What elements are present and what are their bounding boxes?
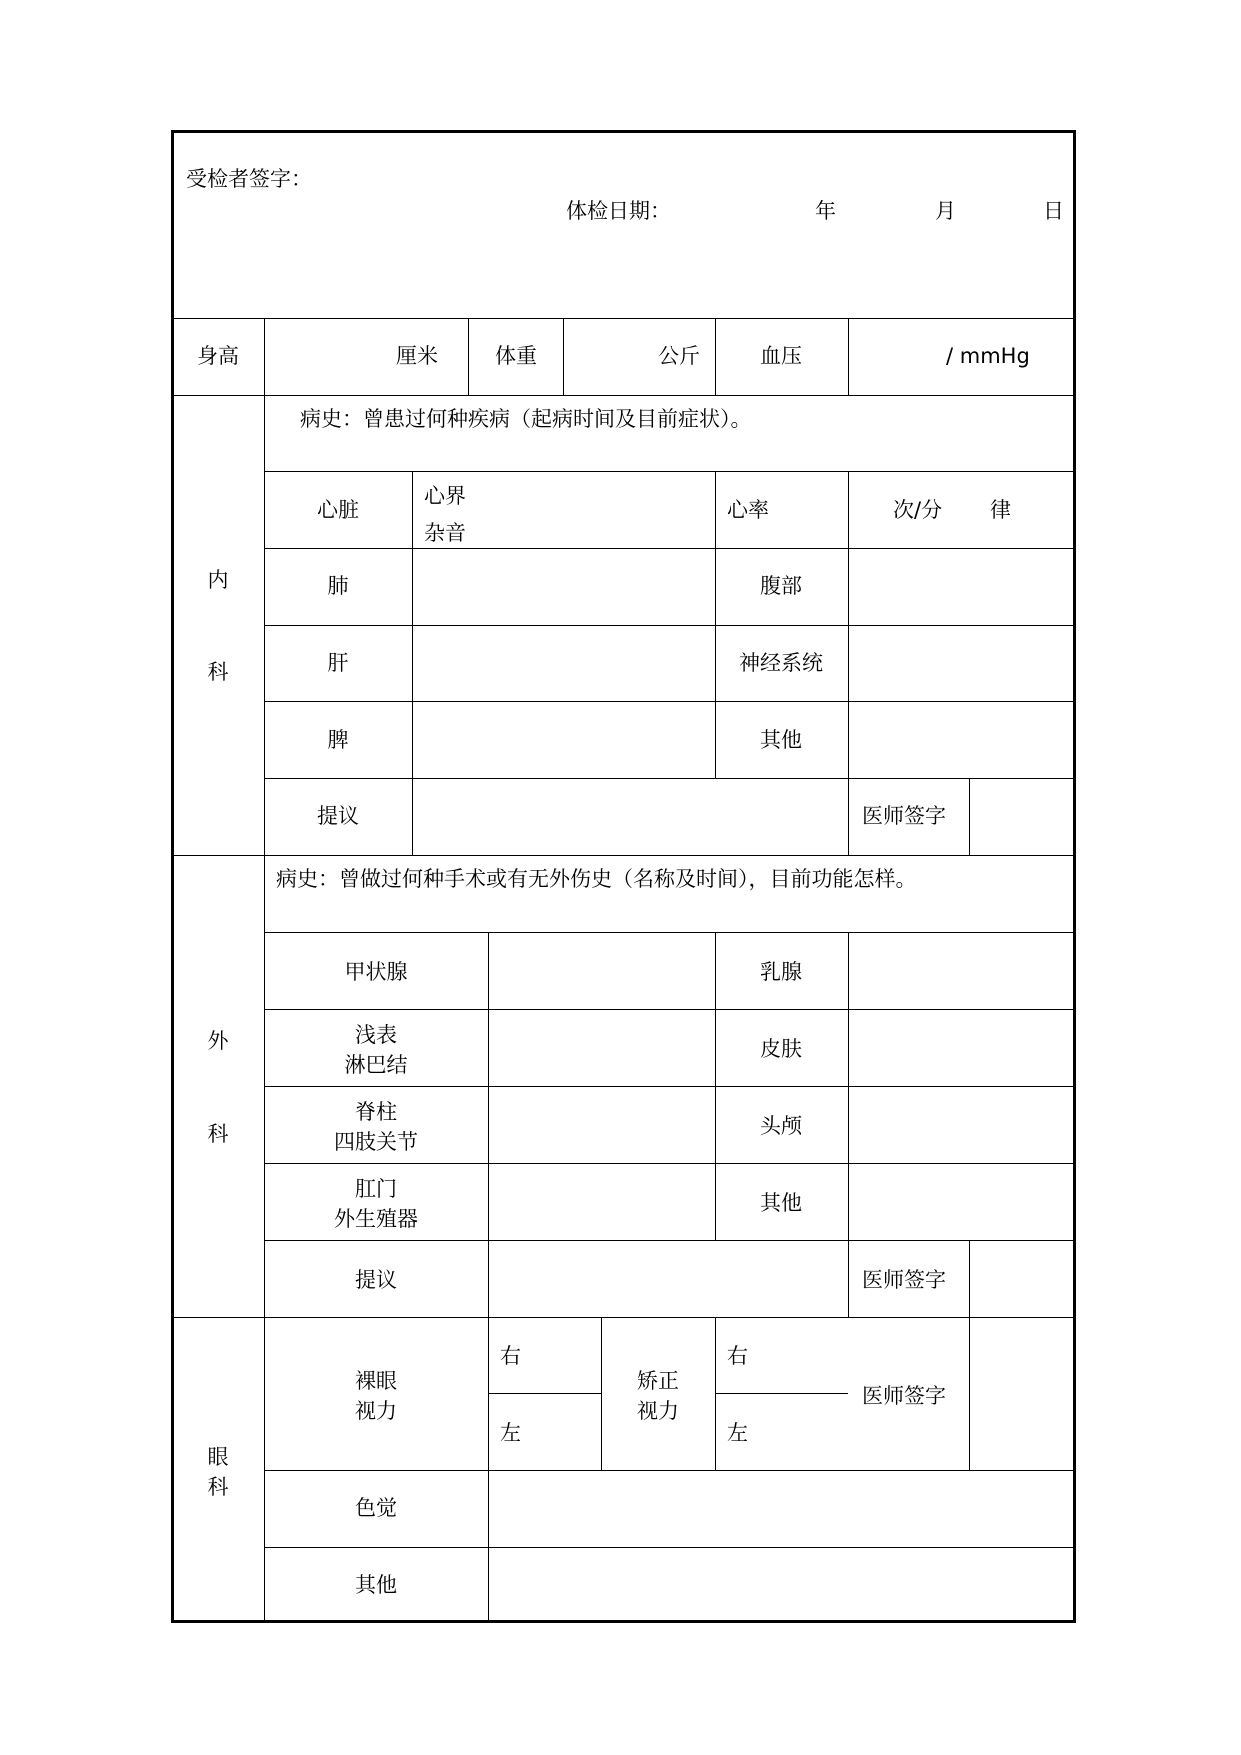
row-divider bbox=[264, 1086, 1076, 1087]
eye-section-label: 科 bbox=[207, 1475, 229, 1499]
weight-unit: 公斤 bbox=[658, 344, 700, 368]
date-day: 日 bbox=[1043, 199, 1064, 223]
col-divider bbox=[715, 471, 716, 778]
blood-pressure-label: 血压 bbox=[760, 344, 802, 368]
row-divider bbox=[264, 1470, 1076, 1471]
eye-other-label: 其他 bbox=[355, 1573, 397, 1597]
surgery-advice-label: 提议 bbox=[355, 1268, 397, 1292]
color-vision-label: 色觉 bbox=[355, 1496, 397, 1520]
heart-rate-unit: 次/分 bbox=[893, 498, 943, 522]
liver-label: 肝 bbox=[327, 651, 349, 675]
heart-border-label: 心界 bbox=[424, 484, 466, 508]
surgery-section-label: 科 bbox=[207, 1122, 229, 1146]
internal-advice-label: 提议 bbox=[317, 804, 359, 828]
blood-pressure-unit: / mmHg bbox=[946, 344, 1030, 368]
naked-right-label: 右 bbox=[500, 1344, 521, 1368]
col-divider bbox=[468, 318, 469, 395]
row-divider bbox=[171, 318, 1076, 319]
heart-label: 心脏 bbox=[317, 498, 359, 522]
lymph-label-1: 浅表 bbox=[355, 1023, 397, 1047]
internal-section-label: 科 bbox=[207, 660, 229, 684]
heart-murmur-label: 杂音 bbox=[424, 521, 466, 545]
internal-section-label: 内 bbox=[207, 568, 229, 592]
col-divider bbox=[848, 471, 849, 778]
row-divider bbox=[488, 1393, 601, 1394]
corrected-right-label: 右 bbox=[727, 1344, 748, 1368]
naked-vision-label-2: 视力 bbox=[355, 1399, 397, 1423]
row-divider bbox=[171, 1317, 1076, 1318]
rhythm-label: 律 bbox=[990, 498, 1011, 522]
col-divider bbox=[969, 1240, 970, 1470]
spleen-label: 脾 bbox=[327, 728, 349, 752]
examinee-signature-label: 受检者签字： bbox=[186, 167, 312, 191]
col-divider bbox=[563, 318, 564, 395]
lung-label: 肺 bbox=[327, 574, 349, 598]
row-divider bbox=[264, 701, 1076, 702]
weight-label: 体重 bbox=[495, 344, 537, 368]
col-divider bbox=[715, 1317, 716, 1470]
surgery-other-label: 其他 bbox=[760, 1191, 802, 1215]
row-divider bbox=[264, 1163, 1076, 1164]
eye-section-label: 眼 bbox=[207, 1445, 229, 1469]
exam-date-label: 体检日期： bbox=[566, 199, 671, 223]
col-divider bbox=[601, 1317, 602, 1470]
head-label: 头颅 bbox=[760, 1114, 802, 1138]
row-divider bbox=[715, 1393, 848, 1394]
eye-doctor-sign-label: 医师签字 bbox=[862, 1384, 946, 1408]
nervous-system-label: 神经系统 bbox=[739, 651, 823, 675]
breast-label: 乳腺 bbox=[760, 960, 802, 984]
corrected-vision-label-2: 视力 bbox=[637, 1399, 679, 1423]
surgery-section-label: 外 bbox=[207, 1029, 229, 1053]
thyroid-label: 甲状腺 bbox=[344, 960, 408, 984]
row-divider bbox=[264, 1009, 1076, 1010]
row-divider bbox=[264, 932, 1076, 933]
col-divider bbox=[715, 318, 716, 395]
naked-left-label: 左 bbox=[500, 1421, 521, 1445]
col-divider bbox=[488, 932, 489, 1623]
col-divider bbox=[264, 318, 265, 1623]
abdomen-label: 腹部 bbox=[760, 574, 802, 598]
corrected-vision-label-1: 矫正 bbox=[637, 1369, 679, 1393]
row-divider bbox=[171, 395, 1076, 396]
row-divider bbox=[264, 1240, 1076, 1241]
corrected-left-label: 左 bbox=[727, 1421, 748, 1445]
height-unit: 厘米 bbox=[396, 344, 438, 368]
surgery-doctor-sign-label: 医师签字 bbox=[862, 1268, 946, 1292]
row-divider bbox=[264, 548, 1076, 549]
lymph-label-2: 淋巴结 bbox=[344, 1053, 408, 1077]
internal-doctor-sign-label: 医师签字 bbox=[862, 804, 946, 828]
anus-label-2: 外生殖器 bbox=[334, 1207, 418, 1231]
surgery-history: 病史：曾做过何种手术或有无外伤史（名称及时间），目前功能怎样。 bbox=[276, 867, 917, 891]
row-divider bbox=[264, 471, 1076, 472]
internal-history: 病史：曾患过何种疾病（起病时间及目前症状）。 bbox=[300, 407, 752, 431]
internal-other-label: 其他 bbox=[760, 728, 802, 752]
naked-vision-label-1: 裸眼 bbox=[355, 1369, 397, 1393]
spine-label-2: 四肢关节 bbox=[334, 1130, 418, 1154]
date-year: 年 bbox=[815, 199, 836, 223]
col-divider bbox=[715, 932, 716, 1240]
heart-rate-label: 心率 bbox=[727, 498, 769, 522]
col-divider bbox=[848, 318, 849, 395]
row-divider bbox=[264, 625, 1076, 626]
row-divider bbox=[264, 1547, 1076, 1548]
skin-label: 皮肤 bbox=[760, 1037, 802, 1061]
row-divider bbox=[264, 778, 1076, 779]
date-month: 月 bbox=[935, 199, 956, 223]
col-divider bbox=[848, 932, 849, 1317]
col-divider bbox=[969, 778, 970, 855]
anus-label-1: 肛门 bbox=[355, 1177, 397, 1201]
col-divider bbox=[848, 778, 849, 855]
height-label: 身高 bbox=[197, 344, 239, 368]
row-divider bbox=[171, 855, 1076, 856]
spine-label-1: 脊柱 bbox=[355, 1100, 397, 1124]
col-divider bbox=[412, 471, 413, 855]
